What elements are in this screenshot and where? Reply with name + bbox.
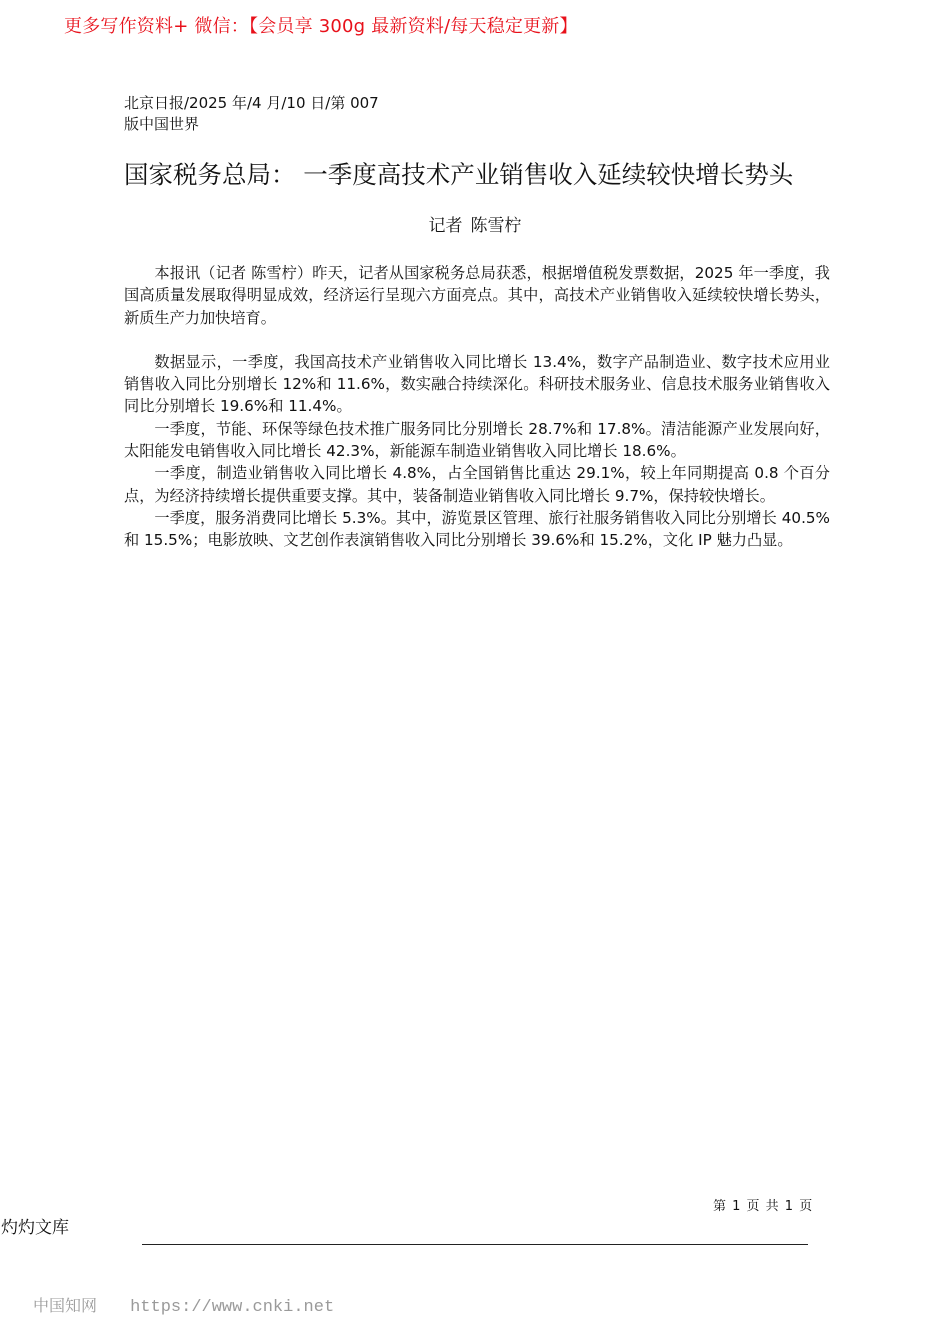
source-line-1: 北京日报/2025 年/4 月/10 日/第 007 xyxy=(124,94,379,112)
article-paragraph-3: 一季度，节能、环保等绿色技术推广服务同比分别增长 28.7%和 17.8%。清洁能源产业发展向好，太阳能发电销售收入同比增长 42.3%，新能源车制造业销售收入同比增长 18.6%。 xyxy=(124,419,830,461)
cnki-name: 中国知网 xyxy=(33,1296,98,1315)
article-paragraph-1: 本报讯（记者 陈雪柠）昨天，记者从国家税务总局获悉，根据增值税发票数据，2025 年一季度，我国高质量发展取得明显成效，经济运行呈现六方面亮点。其中，高技术产业销售收入延续较快增长势头，新质生产力加快培育。 xyxy=(124,264,830,327)
byline xyxy=(0,214,950,238)
article-paragraph-4: 一季度，制造业销售收入同比增长 4.8%，占全国销售比重达 29.1%，较上年同期提高 0.8 个百分点，为经济持续增长提供重要支撑。其中，装备制造业销售收入同比增长 9.7%，保持较快增长。 xyxy=(124,464,830,505)
library-watermark: 灼灼文库 xyxy=(1,1218,69,1238)
article-paragraph-2: 数据显示，一季度，我国高技术产业销售收入同比增长 13.4%，数字产品制造业、数字技术应用业销售收入同比分别增长 12%和 11.6%，数实融合持续深化。科研技术服务业、信息技术服务业销售收入同比分别增长 19.6%和 11.4%。 xyxy=(124,352,830,416)
cnki-footer xyxy=(33,1295,334,1319)
article-title: 国家税务总局： 一季度高技术产业销售收入延续较快增长势头 xyxy=(124,160,794,189)
article-paragraph-5: 一季度，服务消费同比增长 5.3%。其中，游览景区管理、旅行社服务销售收入同比分别增长 40.5%和 15.5%；电影放映、文艺创作表演销售收入同比分别增长 39.6%和 15.2%，文化 IP 魅力凸显。 xyxy=(124,508,830,550)
byline-name: 陈雪柠 xyxy=(470,216,522,236)
article-body xyxy=(124,262,830,552)
source-info xyxy=(124,93,379,135)
cnki-url-link[interactable]: https://www.cnki.net xyxy=(130,1298,335,1317)
page-number: 第 1 页 共 1 页 xyxy=(713,1199,814,1214)
byline-role: 记者 xyxy=(428,216,463,236)
footer-divider xyxy=(142,1244,808,1245)
promo-banner: 更多写作资料+ 微信：【会员享 300g 最新资料/每天稳定更新】 xyxy=(64,16,578,37)
source-line-2: 版中国世界 xyxy=(124,115,200,133)
